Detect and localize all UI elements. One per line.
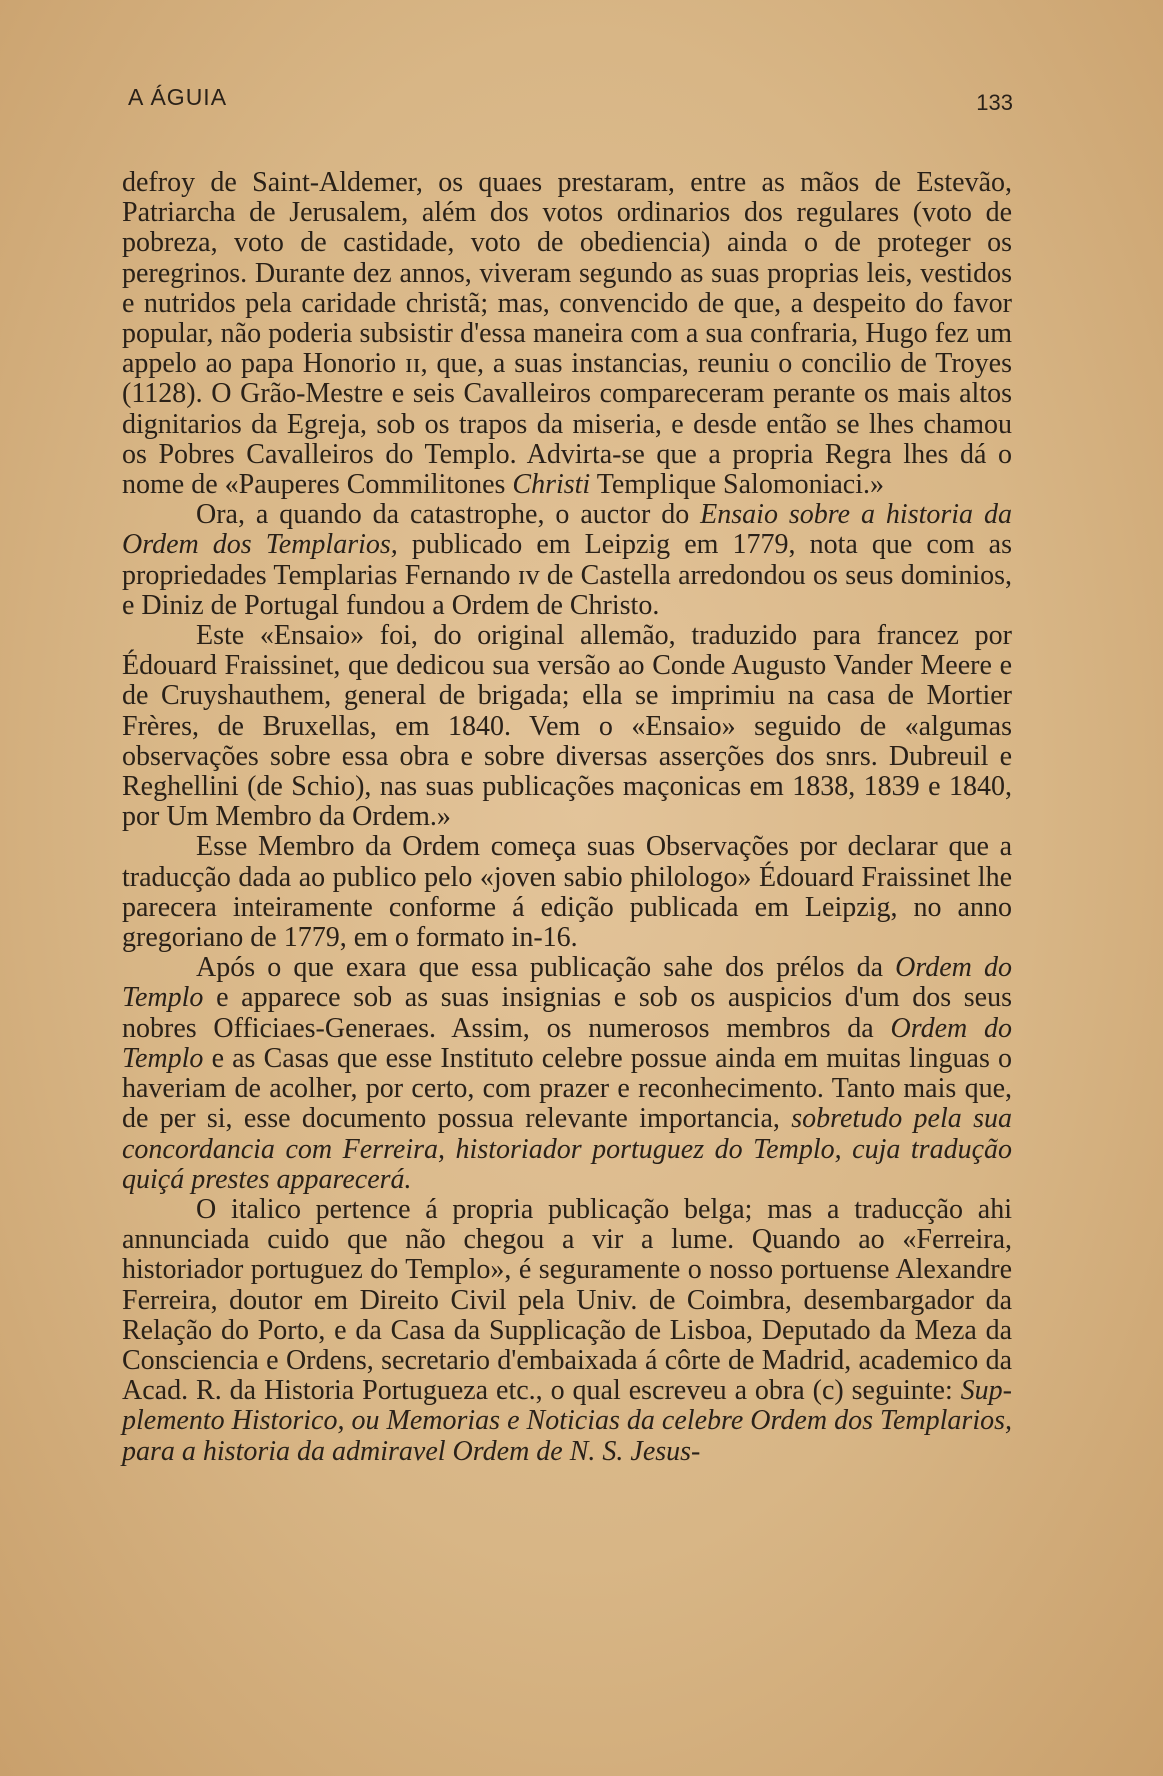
italic-text: sobretudo pela sua concordancia com Ferreira, historiador portuguez do Templo, cuja tradução quiçá prestes apparecerá. xyxy=(122,1103,1012,1195)
paragraph xyxy=(122,1195,1012,1467)
text-run: e as Casas que esse Instituto celebre possue ainda em muitas linguas o haveriam de acolher, por certo, com prazer e reconhecimento. Tanto mais que, de per si, esse documento possua relevante importancia, xyxy=(122,1042,1012,1135)
paragraph xyxy=(122,953,1012,1195)
italic-text: Ordem do Templo xyxy=(122,952,1012,1014)
paragraph xyxy=(122,832,1012,953)
text-run: e apparece sob as suas insignias e sob os auspicios d'um dos seus nobres Officiaes-Generaes. Assim, os numerosos membros da xyxy=(122,982,1012,1044)
page-number: 133 xyxy=(976,90,1013,115)
paragraph xyxy=(122,500,1012,621)
text-run: Templique Salomoniaci.» xyxy=(590,469,885,501)
text-run: Após o que exara que essa publicação sahe dos prélos da xyxy=(196,952,896,984)
text-run: defroy de Saint-Aldemer, os quaes prestaram, entre as mãos de Estevão, Patriarcha de Jerusalem, além dos votos ordinarios dos regulares (voto de pobreza, voto de castidade, voto de obediencia) ainda o de proteger os peregrinos. Durante dez annos, viveram segundo as suas proprias leis, vestidos e nutridos pela caridade christã; mas, convencido de que, a despeito do favor popular, não poderia subsistir d'essa maneira com a sua confraria, Hugo fez um appelo ao papa Honorio ɪɪ, que, a suas instancias, reuniu o concilio de Troyes (1128). O Grão-Mestre e seis Cavalleiros compareceram perante os mais altos dignitarios da Egreja, sob os trapos da miseria, e desde então se lhes chamou os Pobres Cavalleiros do Templo. Advirta-se que a propria Regra lhes dá o nome de «Pauperes Commilitones xyxy=(122,167,1012,501)
text-run: O italico pertence á propria publicação belga; mas a traducção ahi annunciada cuido que não chegou a vir a lume. Quando ao «Ferreira, historiador portuguez do Templo», é seguramente o nosso portuense Alexandre Ferreira, doutor em Direito Civil pela Univ. de Coimbra, desembargador da Relação do Porto, e da Casa da Supplicação de Lisboa, Deputado da Meza da Consciencia e Ordens, secretario d'embaixada á côrte de Madrid, academico da Acad. R. da Historia Portugueza etc., o qual escreveu a obra (c) seguinte: xyxy=(122,1193,1012,1407)
italic-text: Christi xyxy=(512,469,591,501)
text-run: Esse Membro da Ordem começa suas Observações por declarar que a traducção dada ao publico pelo «joven sabio philologo» Édouard Fraissinet lhe parecera inteiramente conforme á edição publicada em Leipzig, no anno gregoriano de 1779, em o formato in-16. xyxy=(122,831,1012,954)
paragraph xyxy=(122,621,1012,832)
text-run: publicado em Leipzig em 1779, nota que com as propriedades Templarias Fernando ɪᴠ de Castella arredondou os seus dominios, e Diniz de Portugal fundou a Ordem de Christo. xyxy=(122,529,1012,621)
italic-text: Supplemento Historico, ou Memorias e Noticias da celebre Ordem dos Templarios, para a historia da admiravel Ordem de N. S. Jesus- xyxy=(122,1375,1012,1467)
page-header xyxy=(128,84,1013,114)
text-run: Este «Ensaio» foi, do original allemão, traduzido para francez por Édouard Fraissinet, que dedicou sua versão ao Conde Augusto Vander Meere e de Cruyshauthem, general de brigada; ella se imprimiu na casa de Mortier Frères, de Bruxellas, em 1840. Vem o «Ensaio» seguido de «algumas observações sobre essa obra e sobre diversas asserções dos snrs. Dubreuil e Reghellini (de Schio), nas suas publicações maçonicas em 1838, 1839 e 1840, por Um Membro da Ordem.» xyxy=(122,620,1012,833)
italic-text: Ensaio sobre a historia da Ordem dos Templarios, xyxy=(122,499,1012,561)
text-run: Ora, a quando da catastrophe, o auctor do xyxy=(196,499,701,531)
body-text xyxy=(122,168,1012,1467)
paragraph xyxy=(122,168,1012,500)
running-head: A ÁGUIA xyxy=(128,84,228,110)
italic-text: Ordem do Templo xyxy=(122,1012,1012,1074)
